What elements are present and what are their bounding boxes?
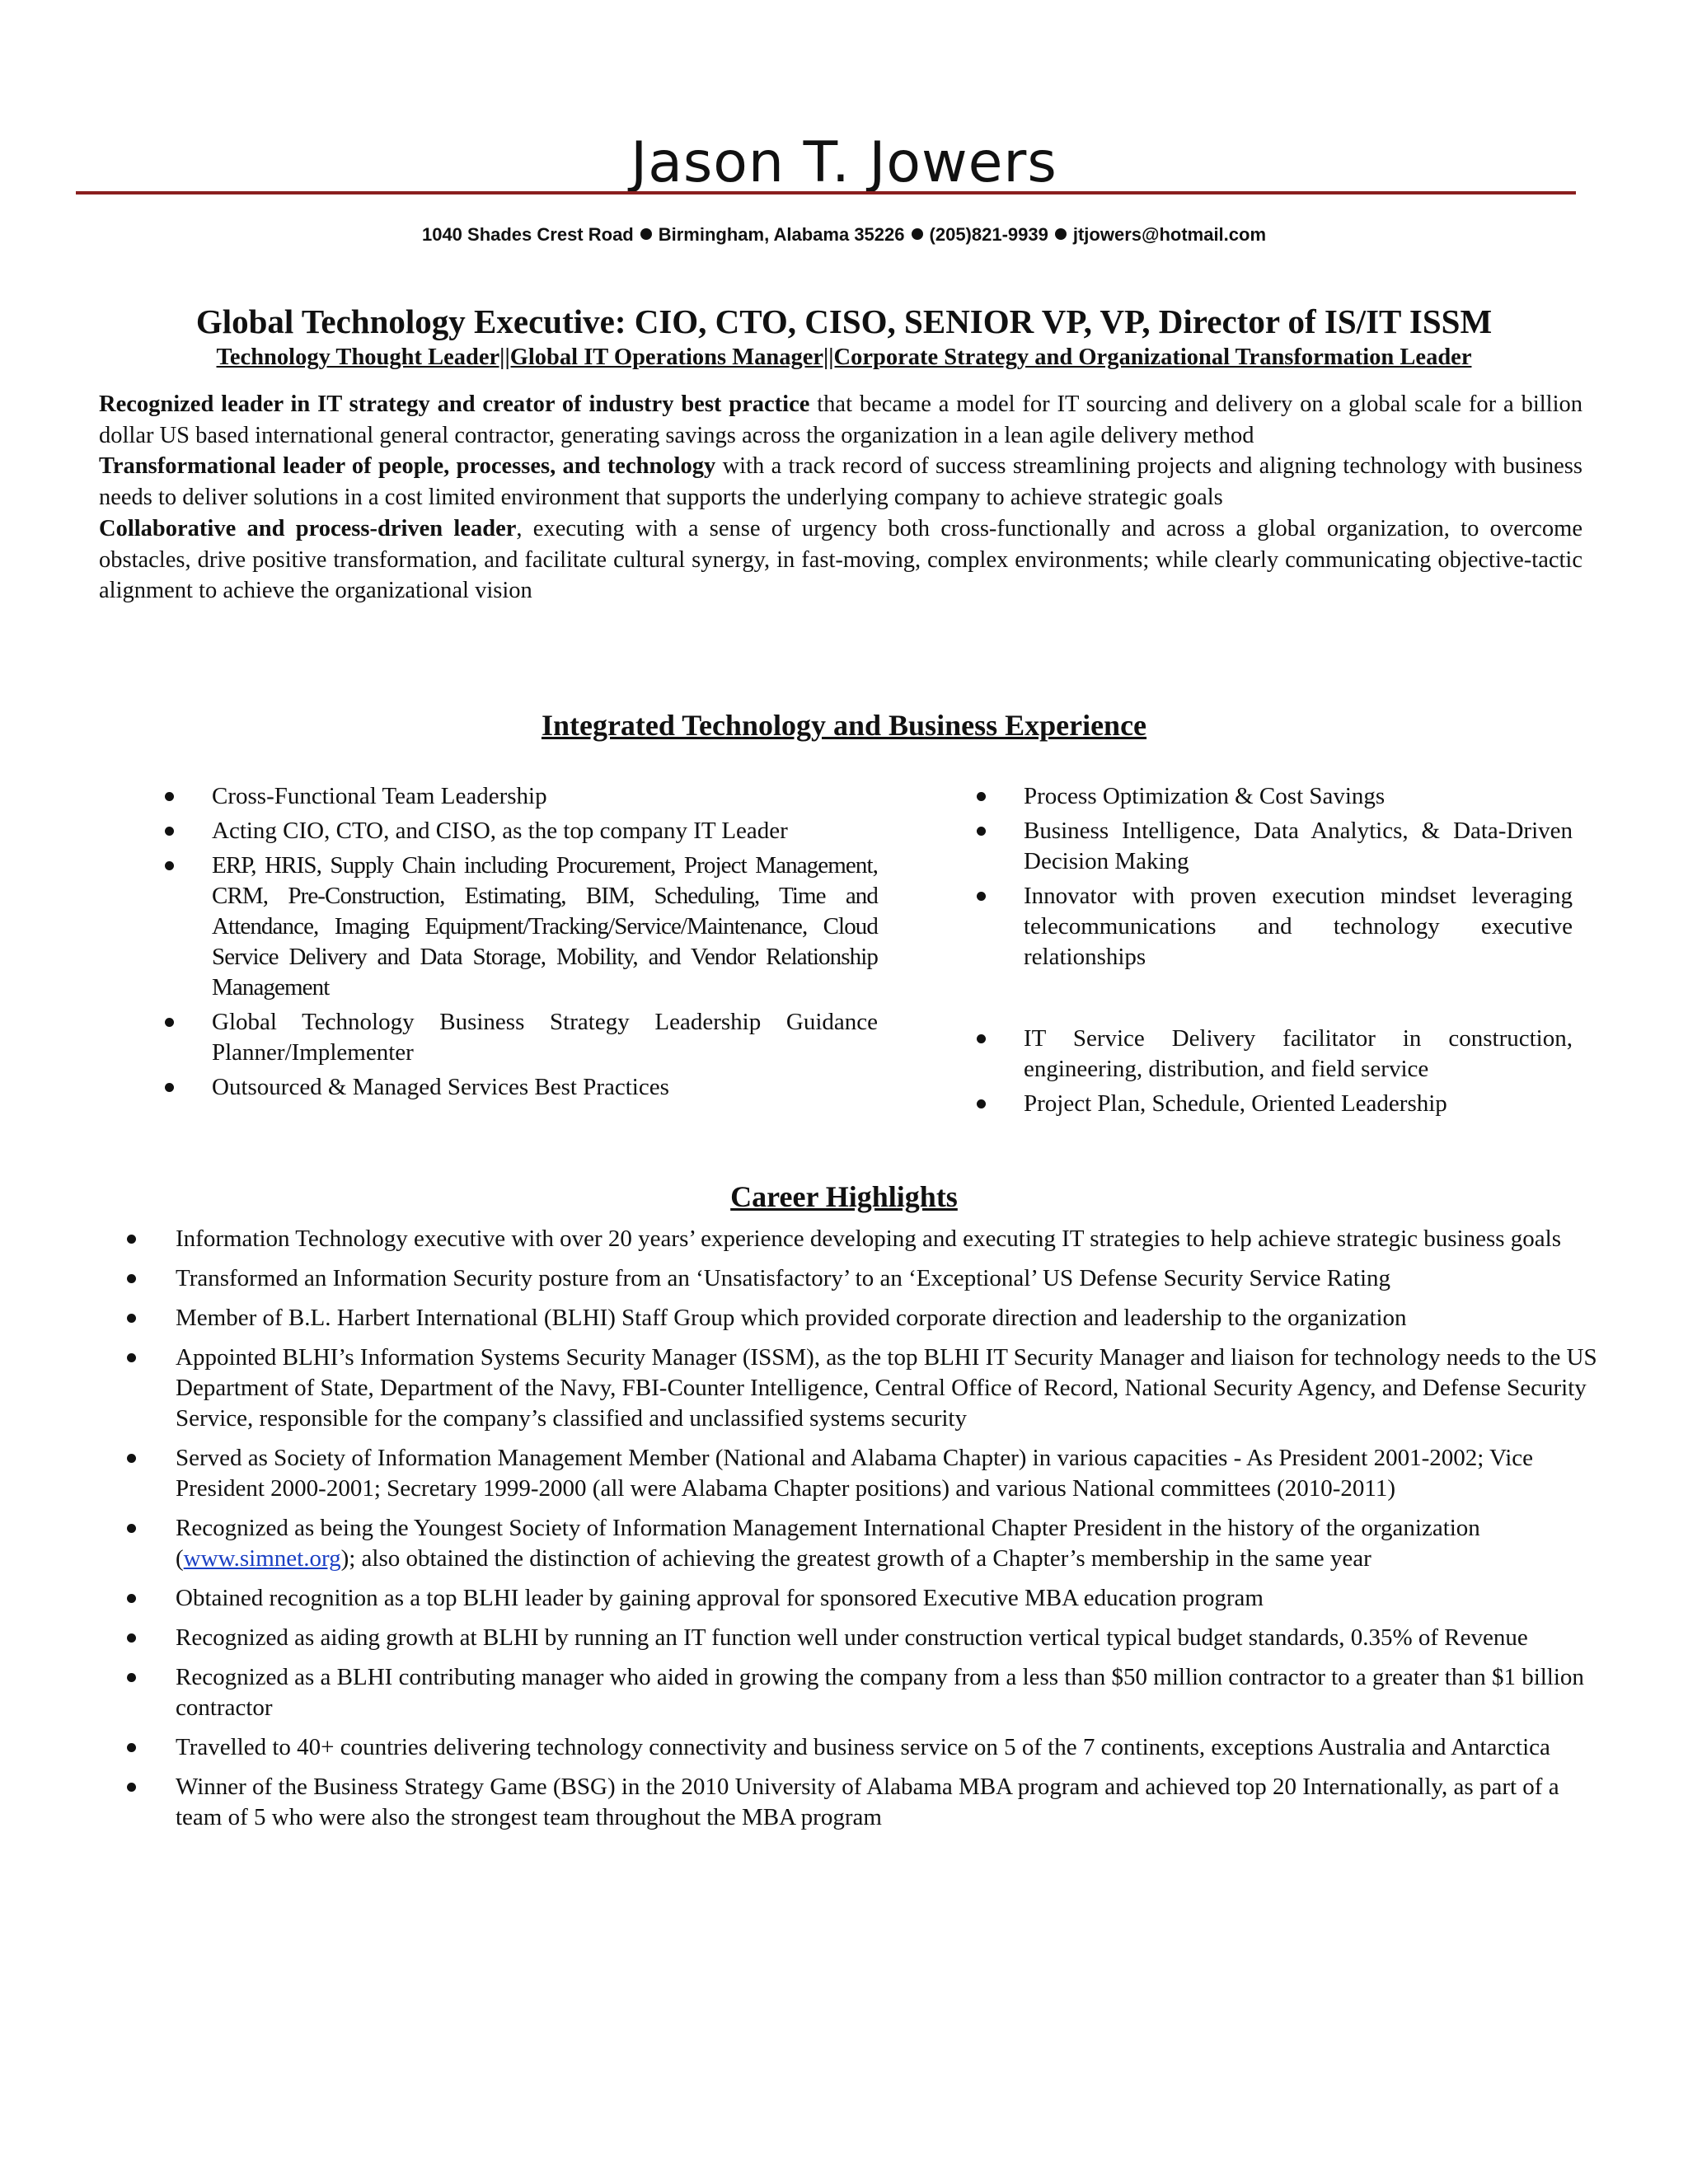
list-item-text: Travelled to 40+ countries delivering technology connectivity and business service on 5 of the 7 continents, exceptions Australia and Antarctica — [176, 1734, 1550, 1760]
contact-line — [0, 223, 1688, 247]
contact-city: Birmingham, Alabama 35226 — [658, 224, 905, 245]
bullet-icon — [127, 1314, 136, 1323]
list-item — [124, 1303, 1611, 1333]
list-item-text: Winner of the Business Strategy Game (BSG) in the 2010 University of Alabama MBA program and achieved top 20 Internationally, as part of a team of 5 who were also the strongest team throughout the MBA program — [176, 1774, 1559, 1830]
bullet-icon — [127, 1235, 136, 1244]
summary-paragraph — [99, 389, 1582, 451]
bullet-icon — [977, 827, 986, 836]
candidate-name: Jason T. Jowers — [631, 130, 1057, 195]
list-item-text: IT Service Delivery facilitator in construction, engineering, distribution, and field service — [1024, 1025, 1573, 1082]
bullet-icon — [165, 827, 174, 836]
separator-dot-icon — [1055, 228, 1067, 240]
headline: Global Technology Executive: CIO, CTO, CISO, SENIOR VP, VP, Director of IS/IT ISSM — [195, 302, 1493, 340]
list-item-text: Information Technology executive with over 20 years’ experience developing and executing IT strategies to help achieve strategic business goals — [176, 1226, 1562, 1252]
list-item — [973, 881, 1573, 972]
separator-dot-icon — [640, 228, 652, 240]
bullet-icon — [165, 1083, 174, 1092]
list-item-text: Outsourced & Managed Services Best Practices — [212, 1074, 669, 1100]
section-title-integrated: Integrated Technology and Business Experience — [541, 709, 1147, 742]
experience-list-right — [973, 781, 1573, 1123]
list-item-text: Global Technology Business Strategy Leadership Guidance Planner/Implementer — [212, 1009, 878, 1066]
list-item-text: ); also obtained the distinction of achieving the greatest growth of a Chapter’s membership in the same year — [340, 1545, 1372, 1572]
list-item-text: Obtained recognition as a top BLHI leader by gaining approval for sponsored Executive MBA education program — [176, 1585, 1264, 1611]
bullet-icon — [127, 1633, 136, 1643]
summary-text: with a track record of success streamlining projects and aligning technology with business needs to deliver solutions in a cost limited environment that supports the underlying company to achieve strategic goals — [99, 453, 1582, 511]
summary-lead: Transformational leader of people, processes, and technology — [99, 453, 716, 480]
list-item-text: Transformed an Information Security posture from an ‘Unsatisfactory’ to an ‘Exceptional’ US Defense Security Service Rating — [176, 1265, 1391, 1291]
experience-list-left — [161, 781, 878, 1107]
summary — [99, 389, 1582, 607]
list-item — [124, 1224, 1611, 1254]
list-item — [161, 816, 878, 846]
simnet-link[interactable]: www.simnet.org — [183, 1545, 341, 1572]
list-item — [124, 1662, 1611, 1723]
list-item — [161, 781, 878, 812]
bullet-icon — [127, 1673, 136, 1682]
summary-paragraph — [99, 513, 1582, 607]
header-rule — [76, 191, 1576, 194]
list-item — [973, 1024, 1573, 1085]
list-item — [124, 1343, 1611, 1434]
list-item-text: Served as Society of Information Management Member (National and Alabama Chapter) in various capacities - As President 2001-2002; Vice President 2000-2001; Secretary 1999-2000 (all were Alabama Chapter positions) and various National committees (2010-2011) — [176, 1445, 1534, 1502]
bullet-icon — [165, 1018, 174, 1027]
bullet-icon — [127, 1743, 136, 1752]
bullet-icon — [165, 861, 174, 870]
summary-text: , executing with a sense of urgency both cross-functionally and across a global organization, to overcome obstacles, drive positive transformation, and facilitate cultural synergy, in fast-moving, complex environments; while clearly communicating objective-tactic alignment to achieve the organizational vision — [99, 515, 1582, 604]
subheadline: Technology Thought Leader||Global IT Operations Manager||Corporate Strategy and Organizational Transformation Leader — [216, 344, 1472, 370]
list-item — [161, 851, 878, 1003]
list-item-text: Innovator with proven execution mindset leveraging telecommunications and technology executive relationships — [1024, 883, 1573, 970]
list-item-text: Member of B.L. Harbert International (BLHI) Staff Group which provided corporate direction and leadership to the organization — [176, 1305, 1407, 1331]
list-item-text: Cross-Functional Team Leadership — [212, 783, 547, 809]
section-title-career: Career Highlights — [730, 1180, 958, 1213]
bullet-icon — [977, 792, 986, 801]
separator-dot-icon — [912, 228, 923, 240]
list-item — [161, 1007, 878, 1068]
list-item-text: Acting CIO, CTO, and CISO, as the top company IT Leader — [212, 818, 788, 844]
bullet-icon — [127, 1274, 136, 1283]
list-item-text: ERP, HRIS, Supply Chain including Procurement, Project Management, CRM, Pre-Construction, Estimating, BIM, Scheduling, Time and Attendance, Imaging Equipment/Tracking/Service/Maintenance, Cloud Service Delivery and Data Storage, Mobility, and Vendor Relationship Management — [212, 852, 878, 1001]
list-item-text: Appointed BLHI’s Information Systems Security Manager (ISSM), as the top BLHI IT Security Manager and liaison for technology needs to the US Department of State, Department of the Navy, FBI-Counter Intelligence, Central Office of Record, National Security Agency, and Defense Security Service, responsible for the company’s classified and unclassified systems security — [176, 1344, 1597, 1432]
list-item — [124, 1623, 1611, 1653]
summary-paragraph — [99, 451, 1582, 513]
list-item — [973, 781, 1573, 812]
list-item-text: Recognized as aiding growth at BLHI by running an IT function well under construction vertical typical budget standards, 0.35% of Revenue — [176, 1624, 1528, 1651]
bullet-icon — [127, 1524, 136, 1533]
list-item-text: Recognized as a BLHI contributing manager who aided in growing the company from a less than $50 million contractor to a greater than $1 billion contractor — [176, 1664, 1584, 1721]
list-item-text: Project Plan, Schedule, Oriented Leadership — [1024, 1090, 1447, 1117]
bullet-icon — [977, 892, 986, 901]
bullet-icon — [165, 792, 174, 801]
list-item — [161, 1072, 878, 1103]
summary-lead: Recognized leader in IT strategy and creator of industry best practice — [99, 391, 810, 417]
bullet-icon — [977, 1099, 986, 1108]
summary-text: that became a model for IT sourcing and delivery on a global scale for a billion dollar US based international general contractor, generating savings across the organization in a lean agile delivery method — [99, 391, 1582, 448]
list-item — [973, 1089, 1573, 1119]
list-item — [124, 1772, 1611, 1833]
contact-email: jtjowers@hotmail.com — [1072, 224, 1267, 245]
bullet-icon — [977, 1034, 986, 1043]
list-item — [973, 816, 1573, 877]
bullet-icon — [127, 1783, 136, 1792]
list-item-text: Business Intelligence, Data Analytics, & Data-Driven Decision Making — [1024, 818, 1573, 874]
list-item — [124, 1263, 1611, 1294]
list-item-text: Process Optimization & Cost Savings — [1024, 783, 1386, 809]
list-item-text: Recognized as being the Youngest Society of Information Management International Chapter President in the history of the organization ( — [176, 1515, 1480, 1572]
bullet-icon — [127, 1594, 136, 1603]
career-highlights-list — [124, 1224, 1611, 1842]
contact-phone: (205)821-9939 — [929, 224, 1048, 245]
list-item — [124, 1583, 1611, 1614]
bullet-icon — [127, 1454, 136, 1463]
bullet-icon — [127, 1353, 136, 1362]
list-item — [124, 1732, 1611, 1763]
contact-address: 1040 Shades Crest Road — [421, 224, 634, 245]
list-item — [124, 1513, 1611, 1574]
list-item — [124, 1443, 1611, 1504]
summary-lead: Collaborative and process-driven leader — [99, 515, 517, 541]
